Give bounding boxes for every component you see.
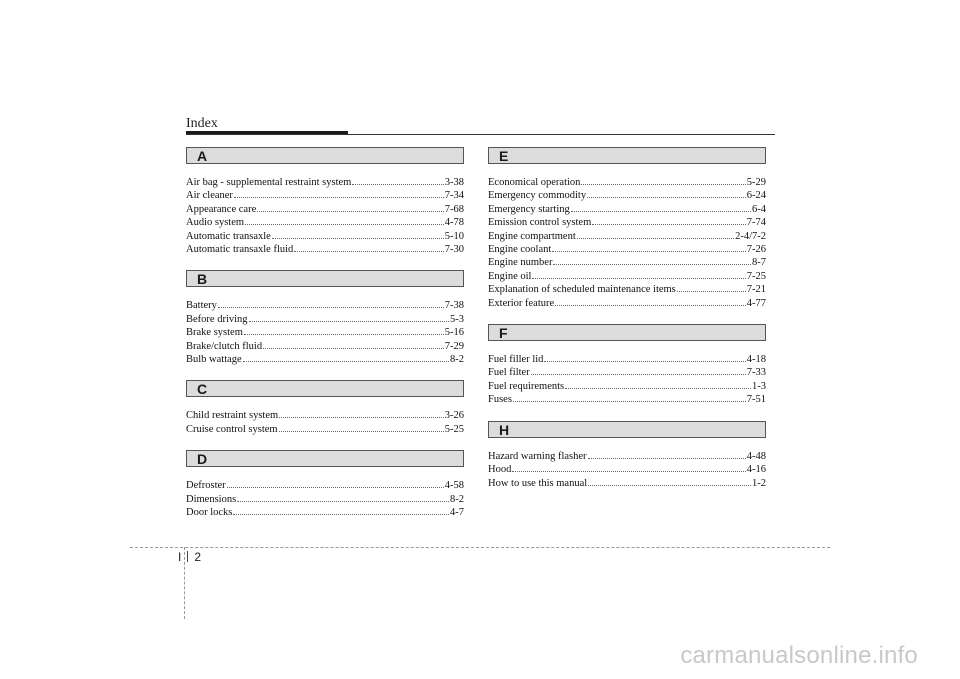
entry-page: 8-2 [450, 354, 464, 366]
leader-dots [592, 216, 746, 225]
section-header [488, 324, 766, 341]
index-entry[interactable] [186, 409, 464, 422]
leader-dots [553, 256, 751, 265]
entry-text: Engine oil [488, 270, 532, 282]
index-entry[interactable] [186, 353, 464, 366]
index-entry[interactable] [488, 477, 766, 490]
leader-dots [263, 340, 444, 349]
leader-dots [352, 176, 443, 185]
entry-text: Engine coolant [488, 244, 552, 256]
index-entry[interactable] [488, 450, 766, 463]
entry-page: 7-26 [746, 244, 766, 256]
entry-page: 4-78 [444, 217, 464, 229]
index-entry[interactable] [186, 479, 464, 492]
index-entry[interactable] [488, 203, 766, 216]
leader-dots [244, 326, 444, 335]
entry-text: Emission control system [488, 217, 592, 229]
entry-text: Hood [488, 464, 512, 476]
leader-dots [532, 270, 745, 279]
entry-page: 7-30 [444, 244, 464, 256]
section-letter: C [197, 381, 208, 398]
entry-text: Cruise control system [186, 423, 278, 435]
index-entry[interactable] [186, 216, 464, 229]
leader-dots [588, 477, 751, 486]
entry-page: 7-21 [746, 284, 766, 296]
footer-dashed-rule [130, 547, 830, 548]
section-f [488, 324, 766, 407]
section-header [488, 421, 766, 438]
entry-text: Emergency commodity [488, 190, 587, 202]
entry-page: 5-25 [444, 423, 464, 435]
leader-dots [249, 313, 449, 322]
entry-page: 4-16 [746, 464, 766, 476]
entry-text: Defroster [186, 480, 226, 492]
index-column-right [488, 147, 766, 490]
entry-text: Automatic transaxle fluid [186, 244, 294, 256]
leader-dots [565, 380, 751, 389]
index-entry[interactable] [186, 313, 464, 326]
entry-page: 8-2 [450, 493, 464, 505]
entry-page: 7-34 [444, 190, 464, 202]
section-letter: B [197, 271, 208, 288]
entry-text: Brake system [186, 327, 243, 339]
entry-list [186, 409, 464, 436]
section-b [186, 270, 464, 366]
entry-text: Fuel filter [488, 367, 530, 379]
section-c [186, 380, 464, 436]
entry-text: Child restraint system [186, 410, 279, 422]
entry-text: Bulb wattage [186, 354, 242, 366]
section-letter: H [499, 421, 510, 438]
index-entry[interactable] [186, 203, 464, 216]
entry-page: 7-25 [746, 270, 766, 282]
section-letter: F [499, 325, 508, 342]
index-entry[interactable] [186, 176, 464, 189]
leader-dots [245, 216, 444, 225]
entry-page: 5-10 [444, 230, 464, 242]
leader-dots [577, 230, 734, 239]
section-header [186, 270, 464, 287]
entry-page: 4-18 [746, 354, 766, 366]
entry-text: Engine number [488, 257, 553, 269]
leader-dots [513, 393, 746, 402]
entry-page: 2-4/7-2 [735, 230, 766, 242]
entry-list [488, 353, 766, 407]
index-entry[interactable] [488, 283, 766, 296]
leader-dots [677, 283, 746, 292]
index-entry[interactable] [186, 326, 464, 339]
section-header [186, 380, 464, 397]
index-entry[interactable] [488, 297, 766, 310]
index-entry[interactable] [488, 353, 766, 366]
page-section: I [178, 550, 182, 564]
entry-text: Dimensions [186, 493, 237, 505]
entry-page: 4-58 [444, 480, 464, 492]
entry-text: Air bag - supplemental restraint system [186, 177, 352, 188]
index-entry[interactable] [488, 366, 766, 379]
entry-page: 7-38 [444, 300, 464, 312]
section-letter: A [197, 148, 208, 164]
index-entry[interactable] [488, 256, 766, 269]
entry-text: Fuses [488, 394, 512, 406]
leader-dots [233, 506, 449, 515]
entry-page: 5-3 [450, 313, 464, 325]
leader-dots [234, 189, 444, 198]
section-header [488, 147, 766, 164]
entry-page: 4-48 [746, 450, 766, 462]
section-d [186, 450, 464, 519]
header-rule [186, 134, 775, 135]
entry-page: 3-38 [444, 177, 464, 188]
entry-text: Economical operation [488, 177, 581, 188]
entry-text: Automatic transaxle [186, 230, 271, 242]
index-entry[interactable] [186, 506, 464, 519]
entry-page: 1-2 [752, 477, 766, 489]
entry-text: How to use this manual [488, 477, 588, 489]
page-title: Index [186, 116, 218, 131]
entry-page: 7-29 [444, 340, 464, 352]
leader-dots [581, 176, 745, 185]
entry-list [186, 176, 464, 256]
leader-dots [272, 230, 444, 239]
section-letter: E [499, 148, 509, 164]
leader-dots [243, 353, 449, 362]
index-entry[interactable] [186, 189, 464, 202]
leader-dots [544, 353, 745, 362]
index-entry[interactable] [186, 423, 464, 436]
entry-text: Audio system [186, 217, 245, 229]
leader-dots [588, 450, 746, 459]
section-e [488, 147, 766, 310]
entry-text: Fuel requirements [488, 380, 565, 392]
leader-dots [218, 299, 444, 308]
leader-dots [227, 479, 444, 488]
index-entry[interactable] [186, 230, 464, 243]
entry-page: 7-74 [746, 217, 766, 229]
section-letter: D [197, 451, 208, 468]
entry-text: Battery [186, 300, 217, 312]
index-column-left [186, 147, 464, 520]
index-entry[interactable] [488, 230, 766, 243]
entry-text: Explanation of scheduled maintenance items [488, 284, 676, 296]
index-entry[interactable] [488, 393, 766, 406]
entry-text: Brake/clutch fluid [186, 340, 263, 352]
entry-text: Air cleaner [186, 190, 233, 202]
entry-page: 7-68 [444, 203, 464, 215]
index-entry[interactable] [186, 299, 464, 312]
entry-text: Appearance care [186, 203, 257, 215]
entry-text: Before driving [186, 313, 248, 325]
watermark: carmanualsonline.info [680, 642, 918, 669]
entry-page: 8-7 [752, 257, 766, 269]
entry-page: 7-51 [746, 394, 766, 406]
leader-dots [294, 243, 443, 252]
leader-dots [257, 203, 444, 212]
section-header [186, 450, 464, 467]
entry-text: Emergency starting [488, 203, 570, 215]
leader-dots [279, 423, 444, 432]
leader-dots [531, 366, 746, 375]
entry-text: Engine compartment [488, 230, 576, 242]
index-entry[interactable] [488, 216, 766, 229]
page-num: 2 [194, 550, 202, 564]
entry-list [186, 479, 464, 519]
entry-page: 5-16 [444, 327, 464, 339]
index-entry[interactable] [488, 270, 766, 283]
leader-dots [279, 409, 444, 418]
section-a [186, 147, 464, 256]
index-entry[interactable] [488, 243, 766, 256]
page-number [178, 550, 201, 564]
entry-text: Fuel filler lid [488, 354, 544, 366]
section-header [186, 147, 464, 164]
leader-dots [555, 297, 746, 306]
index-entry[interactable] [186, 493, 464, 506]
entry-page: 4-77 [746, 297, 766, 309]
entry-text: Hazard warning flasher [488, 450, 587, 462]
index-entry[interactable] [488, 176, 766, 189]
entry-page: 4-7 [450, 507, 464, 519]
leader-dots [571, 203, 751, 212]
entry-page: 3-26 [444, 410, 464, 422]
section-h [488, 421, 766, 490]
leader-dots [237, 493, 449, 502]
entry-list [488, 176, 766, 310]
entry-text: Door locks [186, 507, 233, 519]
entry-page: 5-29 [746, 177, 766, 188]
index-entry[interactable] [186, 243, 464, 256]
index-entry[interactable] [488, 189, 766, 202]
page-separator [187, 551, 188, 562]
entry-list [186, 299, 464, 366]
entry-page: 6-4 [752, 203, 766, 215]
entry-list [488, 450, 766, 490]
entry-page: 7-33 [746, 367, 766, 379]
leader-dots [587, 189, 746, 198]
index-entry[interactable] [488, 463, 766, 476]
entry-text: Exterior feature [488, 297, 555, 309]
leader-dots [512, 463, 745, 472]
entry-page: 6-24 [746, 190, 766, 202]
index-entry[interactable] [186, 340, 464, 353]
entry-page: 1-3 [752, 380, 766, 392]
index-entry[interactable] [488, 380, 766, 393]
leader-dots [552, 243, 745, 252]
